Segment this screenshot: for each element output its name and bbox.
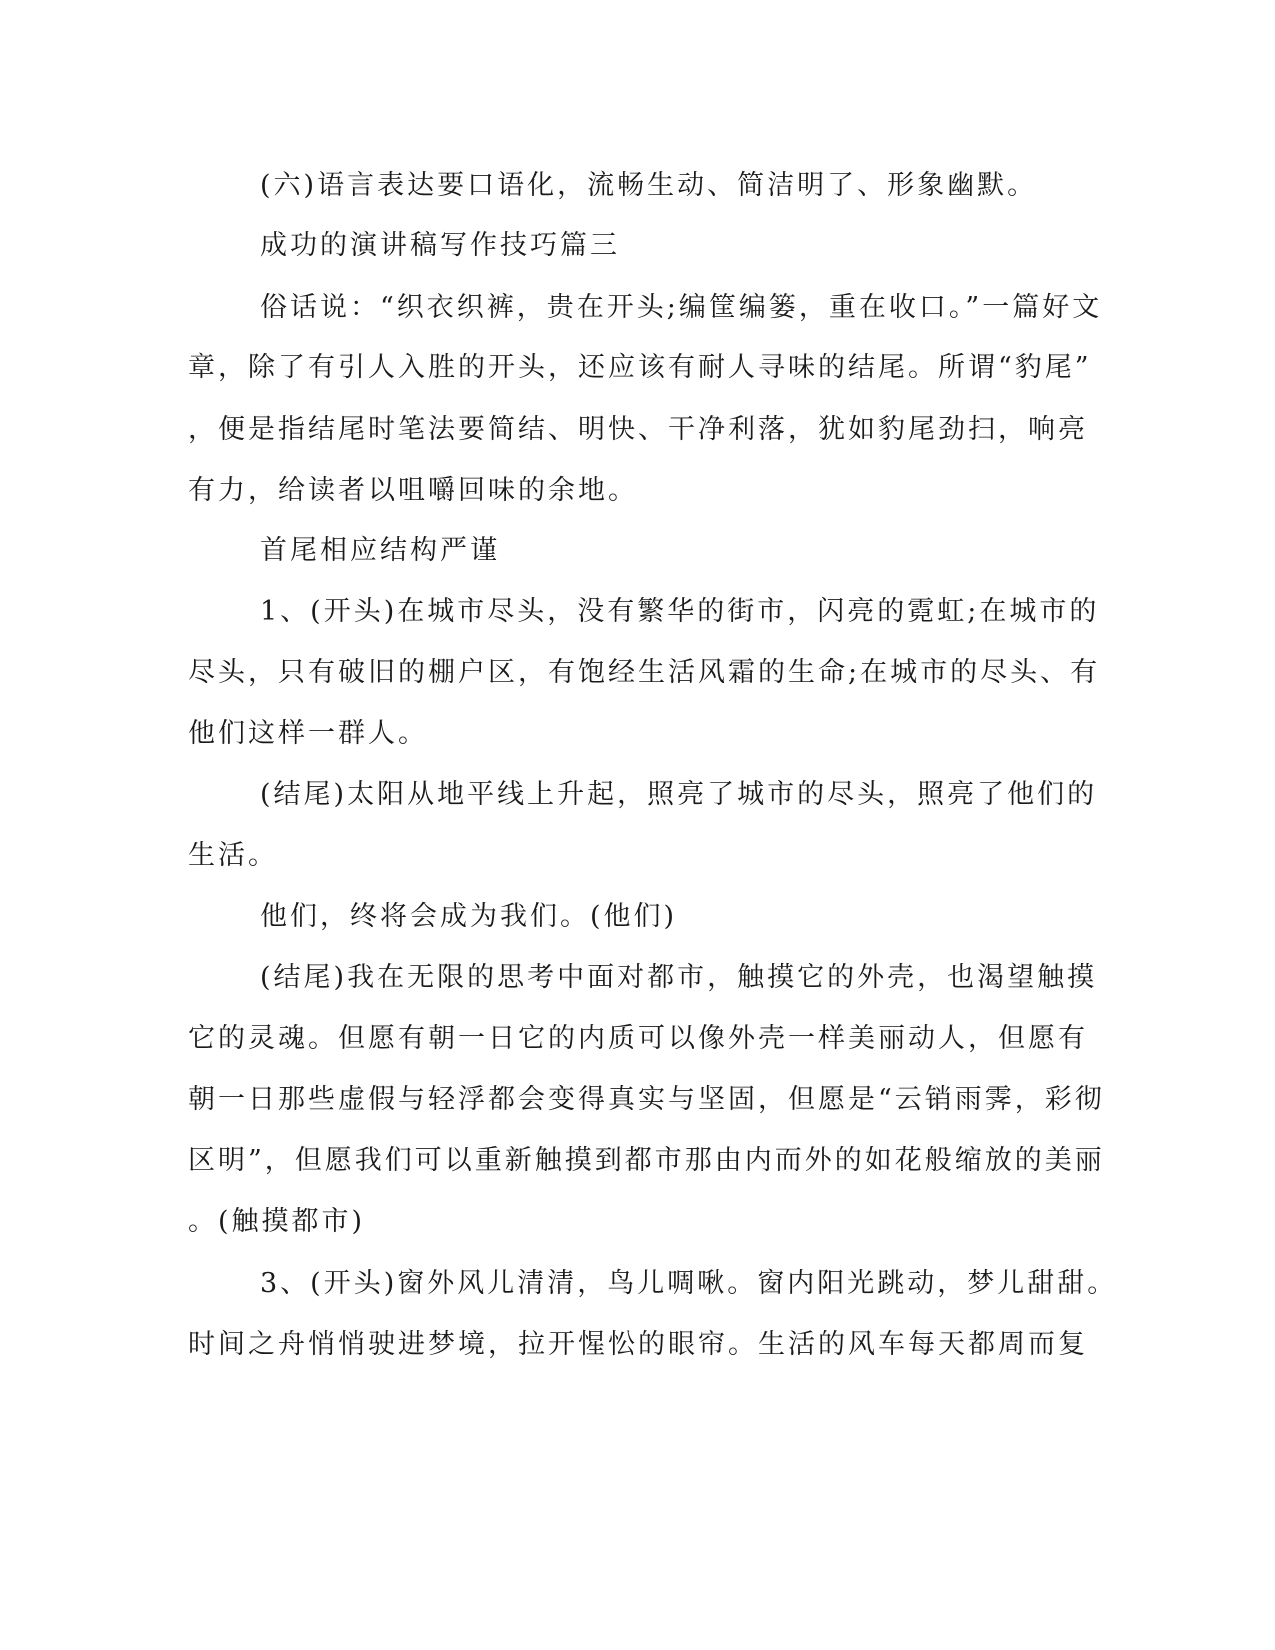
text-line: 区明”，但愿我们可以重新触摸到都市那由内而外的如花般缩放的美丽 (188, 1145, 1105, 1176)
text-line: (六)语言表达要口语化，流畅生动、简洁明了、形象幽默。 (260, 170, 1038, 201)
text-line: 朝一日那些虚假与轻浮都会变得真实与坚固，但愿是“云销雨霁，彩彻 (188, 1084, 1105, 1115)
text-line: 章，除了有引人入胜的开头，还应该有耐人寻味的结尾。所谓“豹尾” (188, 352, 1092, 383)
text-line: (结尾)我在无限的思考中面对都市，触摸它的外壳，也渴望触摸 (260, 962, 1098, 993)
text-line: 俗话说：“织衣织裤，贵在开头;编筐编篓，重在收口。”一篇好文 (260, 292, 1103, 323)
section-heading: 成功的演讲稿写作技巧篇三 (260, 230, 620, 261)
text-line: 生活。 (188, 840, 278, 871)
text-line: 时间之舟悄悄驶进梦境，拉开惺忪的眼帘。生活的风车每天都周而复 (188, 1329, 1088, 1360)
text-line: (结尾)太阳从地平线上升起，照亮了城市的尽头，照亮了他们的 (260, 779, 1098, 810)
subheading: 首尾相应结构严谨 (260, 535, 500, 566)
text-line: 。(触摸都市) (188, 1206, 366, 1237)
text-line: 他们这样一群人。 (188, 718, 428, 749)
text-line: 1、(开头)在城市尽头，没有繁华的街市，闪亮的霓虹;在城市的 (260, 596, 1100, 627)
text-line: ，便是指结尾时笔法要简结、明快、干净利落，犹如豹尾劲扫，响亮 (188, 414, 1088, 445)
text-line: 有力，给读者以咀嚼回味的余地。 (188, 475, 638, 506)
text-line: 尽头，只有破旧的棚户区，有饱经生活风霜的生命;在城市的尽头、有 (188, 657, 1101, 688)
text-line: 3、(开头)窗外风儿清清，鸟儿啁啾。窗内阳光跳动，梦儿甜甜。 (260, 1268, 1118, 1299)
text-line: 他们，终将会成为我们。(他们) (260, 901, 678, 932)
text-line: 它的灵魂。但愿有朝一日它的内质可以像外壳一样美丽动人，但愿有 (188, 1023, 1088, 1054)
